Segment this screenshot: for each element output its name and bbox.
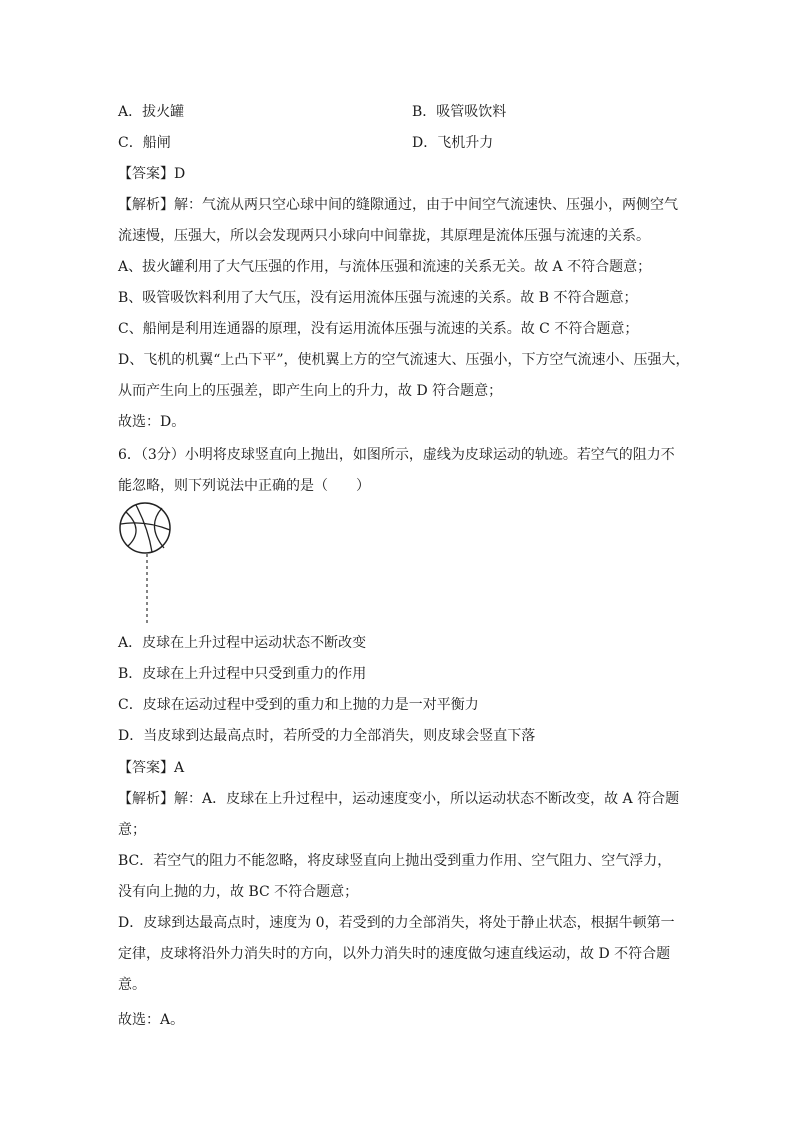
q5-analysis-line: 从而产生向上的压强差，即产生向上的升力，故 D 符合题意；	[118, 383, 503, 399]
q6-analysis-line: D．皮球到达最高点时，速度为 0，若受到的力全部消失，将处于静止状态，根据牛顿第一	[118, 915, 675, 931]
q6-analysis-line: 意；	[118, 822, 146, 838]
q6-analysis-line: BC．若空气的阻力不能忽略，将皮球竖直向上抛出受到重力作用、空气阻力、空气浮力，	[118, 853, 672, 869]
q6-stem-line: 6．（3分）小明将皮球竖直向上抛出，如图所示，虚线为皮球运动的轨迹。若空气的阻力不	[118, 447, 675, 463]
q5-option-c: C．船闸	[118, 135, 171, 151]
q6-answer: 【答案】A	[118, 760, 185, 776]
q5-analysis-line: 流速慢，压强大，所以会发现两只小球向中间靠拢，其原理是流体压强与流速的关系。	[118, 228, 650, 244]
q6-figure	[118, 500, 178, 630]
basketball-icon	[118, 500, 178, 630]
q5-analysis-line: B、吸管吸饮料利用了大气压，没有运用流体压强与流速的关系。故 B 不符合题意；	[118, 290, 638, 306]
q5-option-d: D．飞机升力	[412, 135, 494, 151]
q5-option-a: A．拔火罐	[118, 104, 185, 120]
q6-option-b: B．皮球在上升过程中只受到重力的作用	[118, 666, 367, 682]
q6-stem-line: 能忽略，则下列说法中正确的是（ ）	[118, 478, 370, 494]
q6-analysis-line: 【解析】解：A．皮球在上升过程中，运动速度变小，所以运动状态不断改变，故 A 符合题	[118, 791, 680, 807]
q5-analysis-line: C、船闸是利用连通器的原理，没有运用流体压强与流速的关系。故 C 不符合题意；	[118, 321, 639, 337]
q5-analysis-line: 【解析】解：气流从两只空心球中间的缝隙通过，由于中间空气流速快、压强小，两侧空气	[118, 197, 678, 213]
q5-option-b: B．吸管吸饮料	[412, 104, 507, 120]
q6-analysis-line: 定律，皮球将沿外力消失时的方向，以外力消失时的速度做匀速直线运动，故 D 不符合题	[118, 946, 671, 962]
q6-option-c: C．皮球在运动过程中受到的重力和上抛的力是一对平衡力	[118, 697, 479, 713]
q6-analysis-line: 意。	[118, 977, 146, 993]
q5-conclusion: 故选：D。	[118, 414, 186, 430]
q5-analysis-line: A、拔火罐利用了大气压强的作用，与流体压强和流速的关系无关。故 A 不符合题意；	[118, 259, 652, 275]
q6-option-d: D．当皮球到达最高点时，若所受的力全部消失，则皮球会竖直下落	[118, 728, 536, 744]
q5-analysis-line: D、飞机的机翼“上凸下平”，使机翼上方的空气流速大、压强小，下方空气流速小、压强大，	[118, 352, 690, 368]
q6-conclusion: 故选：A。	[118, 1012, 185, 1028]
q6-analysis-line: 没有向上抛的力，故 BC 不符合题意；	[118, 884, 359, 900]
q6-option-a: A．皮球在上升过程中运动状态不断改变	[118, 635, 367, 651]
q5-answer: 【答案】D	[118, 166, 186, 182]
